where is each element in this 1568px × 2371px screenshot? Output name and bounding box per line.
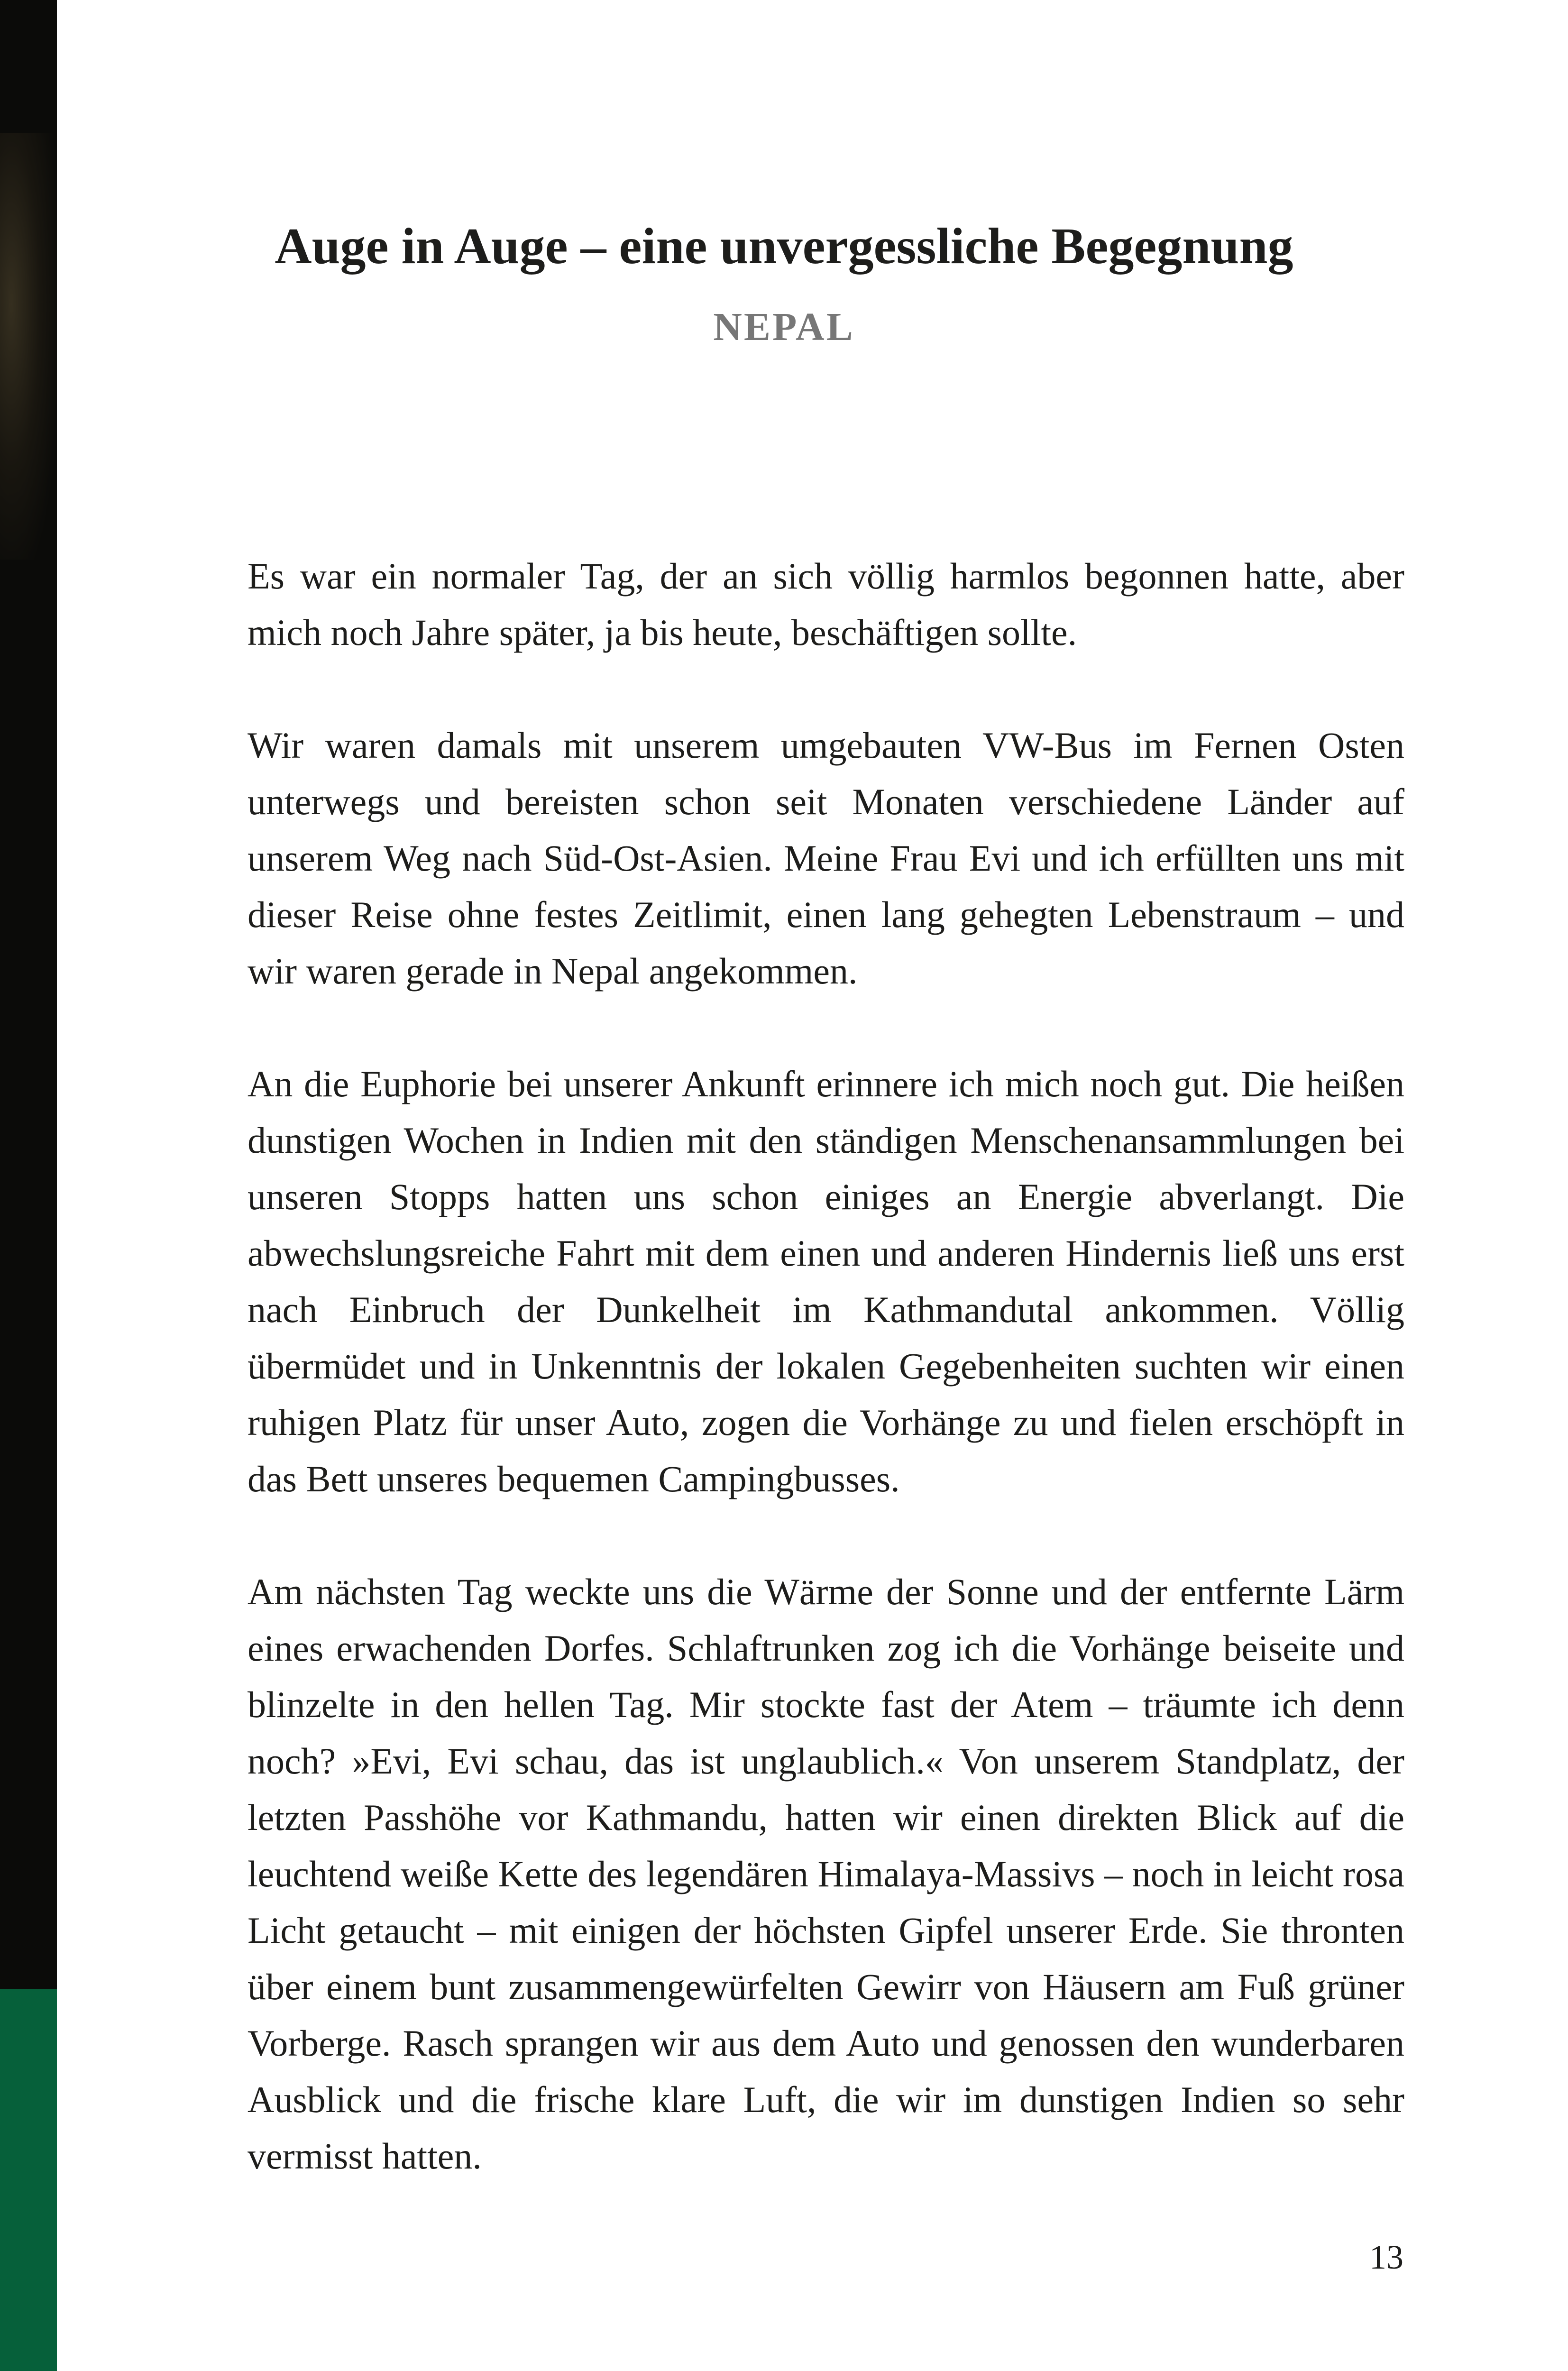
body-text — [248, 548, 1404, 2184]
chapter-subtitle: NEPAL — [713, 305, 855, 349]
paragraph-3: An die Euphorie bei unserer Ankunft erinnere ich mich noch gut. Die heißen dunstigen Wochen in Indien mit den ständigen Menschenansammlungen bei unseren Stopps hatten uns schon einiges an Energie abverlangt. Die abwechslungsreiche Fahrt mit dem einen und anderen Hindernis ließ uns erst nach Einbruch der Dunkelheit im Kathmandutal ankommen. Völlig übermüdet und in Unkenntnis der lokalen Gegebenheiten suchten wir einen ruhigen Platz für unser Auto, zogen die Vorhänge zu und fielen erschöpft in das Bett unseres bequemen Campingbusses. — [248, 1063, 1404, 1499]
paragraph-2: Wir waren damals mit unserem umgebauten VW-Bus im Fernen Osten unterwegs und bereisten schon seit Monaten verschiedene Länder auf unserem Weg nach Süd-Ost-Asien. Meine Frau Evi und ich erfüllten uns mit dieser Reise ohne festes Zeitlimit, einen lang gehegten Lebenstraum – und wir waren gerade in Nepal angekommen. — [248, 725, 1404, 992]
paragraph-4: Am nächsten Tag weckte uns die Wärme der Sonne und der entfernte Lärm eines erwachenden Dorfes. Schlaftrunken zog ich die Vorhänge beiseite und blinzelte in den hellen Tag. Mir stockte fast der Atem – träumte ich denn noch? »Evi, Evi schau, das ist unglaublich.« Von unserem Standplatz, der letzten Passhöhe vor Kathmandu, hatten wir einen direkten Blick auf die leuchtend weiße Kette des legendären Himalaya-Massivs – noch in leicht rosa Licht getaucht – mit einigen der höchsten Gipfel unserer Erde. Sie thronten über einem bunt zusammengewürfelten Gewirr von Häusern am Fuß grüner Vorberge. Rasch sprangen wir aus dem Auto und genossen den wunderbaren Ausblick und die frische klare Luft, die wir im dunstigen Indien so sehr vermisst hatten. — [248, 1571, 1404, 2177]
edge-green-band — [0, 1989, 57, 2371]
paragraph-1: Es war ein normaler Tag, der an sich völlig harmlos begonnen hatte, aber mich noch Jahre später, ja bis heute, beschäftigen sollte. — [248, 555, 1404, 653]
chapter-title: Auge in Auge – eine unvergessliche Begegnung — [275, 218, 1293, 275]
page-number: 13 — [1369, 2238, 1403, 2276]
book-edge-strip — [0, 0, 57, 2371]
